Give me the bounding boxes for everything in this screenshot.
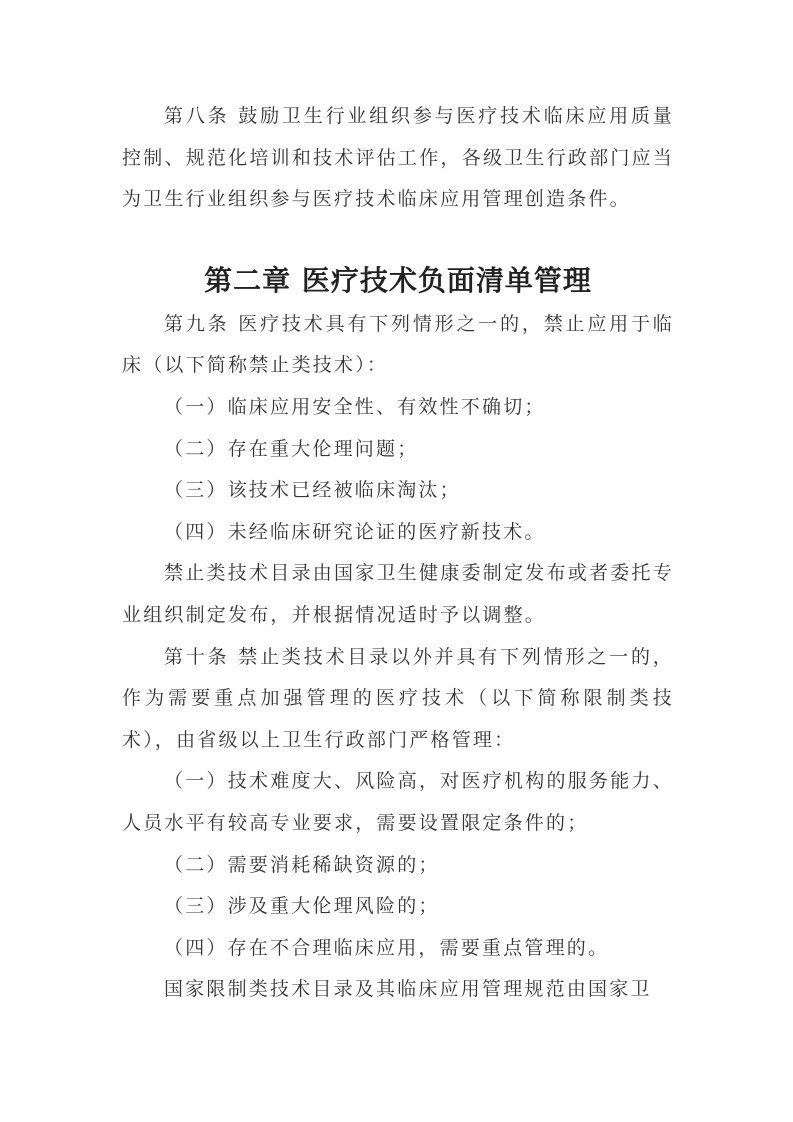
- article-10-paragraph: 第十条 禁止类技术目录以外并具有下列情形之一的，作为需要重点加强管理的医疗技术（以下简称限制类技术），由省级以上卫生行政部门严格管理：: [122, 645, 674, 751]
- article-10-item-4: （四）存在不合理临床应用，需要重点管理的。: [164, 936, 610, 959]
- article-10-item-2: （二）需要消耗稀缺资源的；: [164, 853, 440, 876]
- document-body: [122, 96, 674, 1011]
- article-9-item-3: （三）该技术已经被临床淘汰；: [164, 479, 461, 502]
- article-8-paragraph: 第八条 鼓励卫生行业组织参与医疗技术临床应用质量控制、规范化培训和技术评估工作，各级卫生行政部门应当为卫生行业组织参与医疗技术临床应用管理创造条件。: [122, 105, 674, 211]
- article-10-item-3: （三）涉及重大伦理风险的；: [164, 895, 440, 918]
- article-9-item-1: （一）临床应用安全性、有效性不确切；: [164, 395, 546, 418]
- chapter-title: 第二章 医疗技术负面清单管理: [204, 263, 592, 297]
- prohibited-catalog-paragraph: 禁止类技术目录由国家卫生健康委制定发布或者委托专业组织制定发布，并根据情况适时予以调整。: [122, 562, 674, 626]
- article-9-item-2: （二）存在重大伦理问题；: [164, 437, 419, 460]
- article-9-paragraph: 第九条 医疗技术具有下列情形之一的，禁止应用于临床（以下简称禁止类技术）：: [122, 312, 674, 377]
- article-9-item-4: （四）未经临床研究论证的医疗新技术。: [164, 520, 546, 543]
- restricted-catalog-paragraph: 国家限制类技术目录及其临床应用管理规范由国家卫: [164, 978, 652, 1001]
- article-10-item-1: （一）技术难度大、风险高，对医疗机构的服务能力、人员水平有较高专业要求，需要设置限定条件的；: [122, 770, 674, 834]
